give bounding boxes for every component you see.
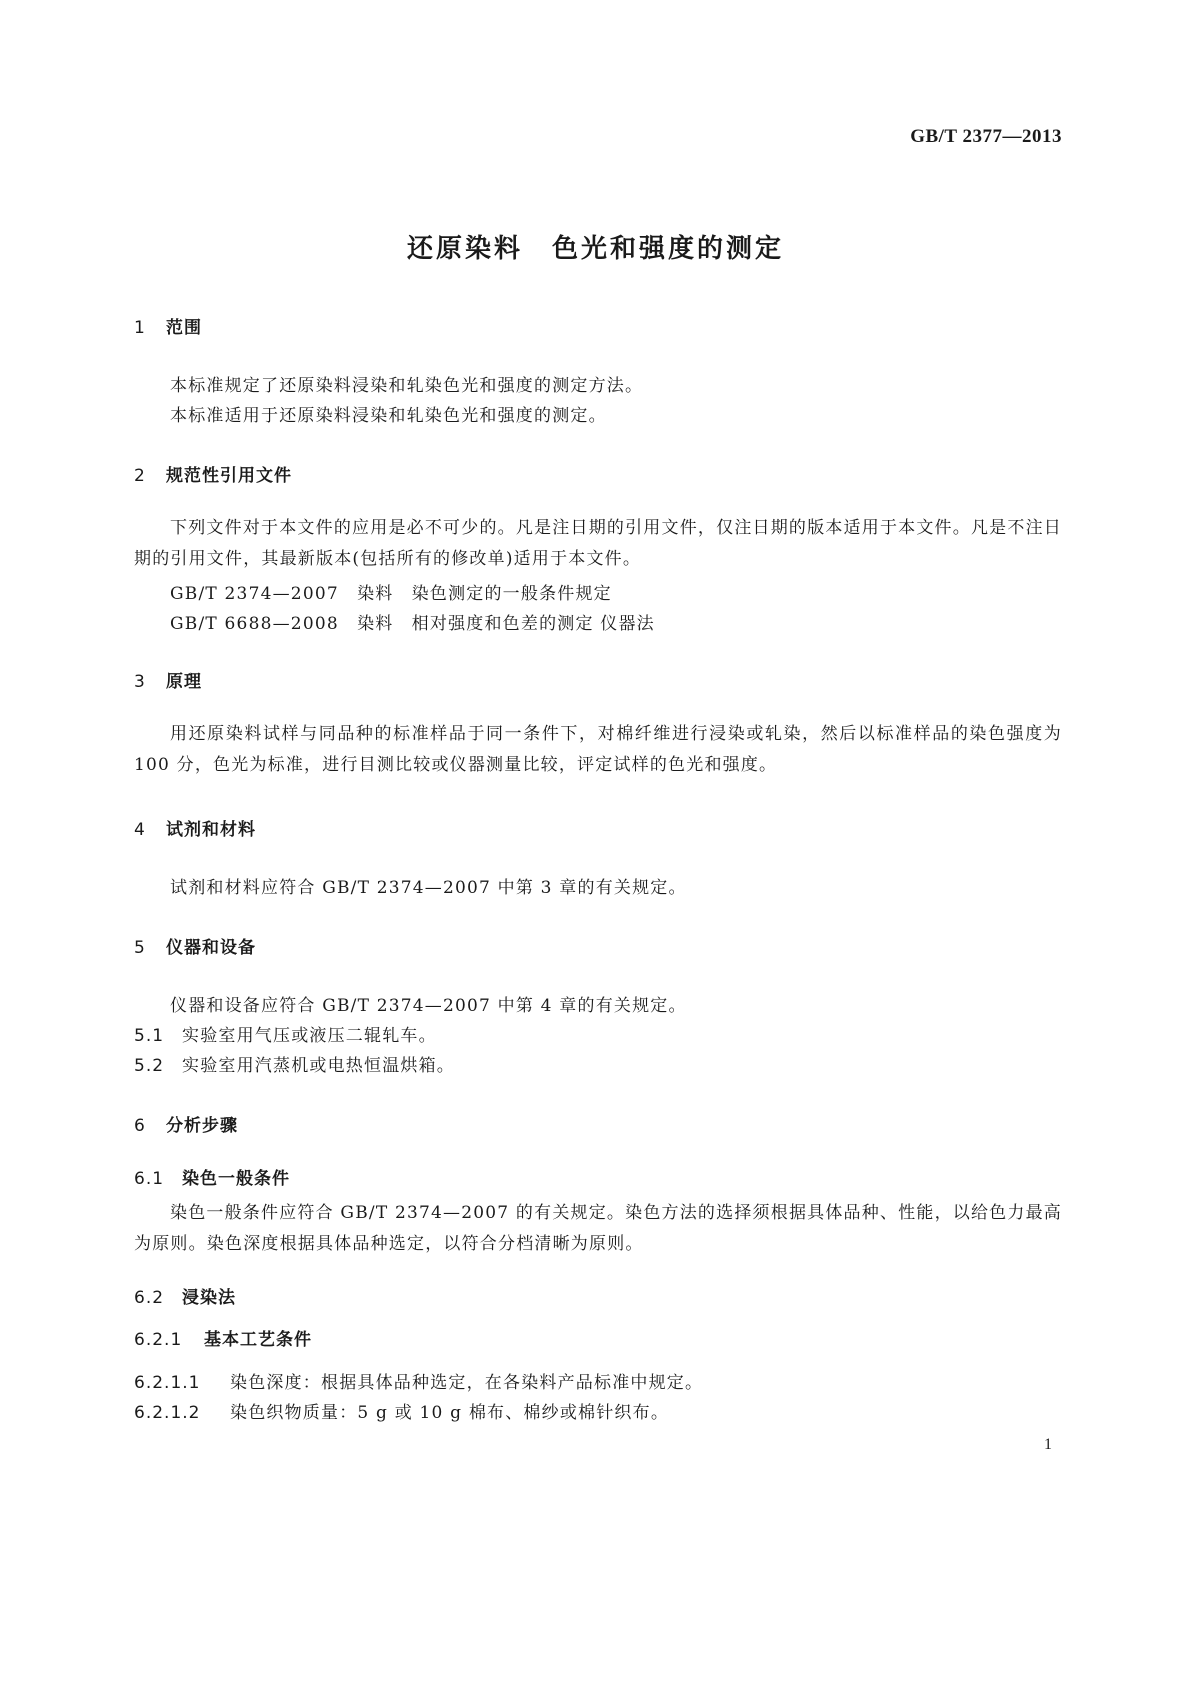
section-number: 3 — [134, 672, 146, 692]
section-title: 规范性引用文件 — [166, 466, 292, 486]
section-2-heading — [134, 461, 292, 486]
section-5-heading — [134, 933, 256, 958]
clause-text: 实验室用气压或液压二辊轧车。 — [182, 1026, 437, 1046]
section-title: 试剂和材料 — [166, 820, 256, 840]
clause-number: 6.2.1.1 — [134, 1373, 201, 1393]
section-title: 范围 — [166, 318, 202, 338]
section-4-heading — [134, 815, 256, 840]
section-3-heading — [134, 667, 202, 692]
section-number: 6.1 — [134, 1169, 165, 1189]
section-1-line-2: 本标准适用于还原染料浸染和轧染色光和强度的测定。 — [170, 406, 607, 426]
reference-2: GB/T 6688—2008 染料 相对强度和色差的测定 仪器法 — [170, 614, 655, 634]
section-title: 仪器和设备 — [166, 938, 256, 958]
section-1-heading — [134, 313, 202, 338]
clause-number: 6.2.1.2 — [134, 1403, 201, 1423]
clause-5-2 — [134, 1051, 455, 1076]
section-number: 6.2 — [134, 1288, 165, 1308]
section-2-paragraph: 下列文件对于本文件的应用是必不可少的。凡是注日期的引用文件，仅注日期的版本适用于本文件。凡是不注日期的引用文件，其最新版本(包括所有的修改单)适用于本文件。 — [134, 518, 1062, 569]
section-1-line-1: 本标准规定了还原染料浸染和轧染色光和强度的测定方法。 — [170, 376, 644, 396]
section-number: 1 — [134, 318, 146, 338]
section-number: 6.2.1 — [134, 1330, 183, 1350]
section-title: 基本工艺条件 — [204, 1330, 312, 1350]
section-number: 5 — [134, 938, 146, 958]
section-6-1-heading — [134, 1164, 290, 1189]
section-4-line: 试剂和材料应符合 GB/T 2374—2007 中第 3 章的有关规定。 — [170, 878, 687, 898]
clause-5-1 — [134, 1021, 437, 1046]
section-6-2-1-heading — [134, 1325, 312, 1350]
clause-number: 5.2 — [134, 1056, 165, 1076]
clause-text: 染色织物质量：5 g 或 10 g 棉布、棉纱或棉针织布。 — [230, 1403, 670, 1423]
section-number: 6 — [134, 1116, 146, 1136]
section-6-1-paragraph: 染色一般条件应符合 GB/T 2374—2007 的有关规定。染色方法的选择须根据具体品种、性能，以给色力最高为原则。染色深度根据具体品种选定，以符合分档清晰为原则。 — [134, 1203, 1062, 1254]
section-number: 4 — [134, 820, 146, 840]
section-3-paragraph: 用还原染料试样与同品种的标准样品于同一条件下，对棉纤维进行浸染或轧染，然后以标准样品的染色强度为 100 分，色光为标准，进行目测比较或仪器测量比较，评定试样的色光和强度。 — [134, 724, 1062, 775]
clause-number: 5.1 — [134, 1026, 165, 1046]
section-title: 染色一般条件 — [182, 1169, 290, 1189]
standard-number: GB/T 2377—2013 — [910, 126, 1062, 147]
document-title: 还原染料 色光和强度的测定 — [406, 234, 784, 264]
section-6-heading — [134, 1111, 238, 1136]
section-title: 原理 — [166, 672, 202, 692]
section-5-line: 仪器和设备应符合 GB/T 2374—2007 中第 4 章的有关规定。 — [170, 996, 687, 1016]
page-number: 1 — [1044, 1436, 1052, 1453]
section-6-2-heading — [134, 1283, 236, 1308]
section-title: 浸染法 — [182, 1288, 236, 1308]
clause-text: 染色深度：根据具体品种选定，在各染料产品标准中规定。 — [230, 1373, 704, 1393]
clause-text: 实验室用汽蒸机或电热恒温烘箱。 — [182, 1056, 455, 1076]
section-number: 2 — [134, 466, 146, 486]
section-title: 分析步骤 — [166, 1116, 238, 1136]
clause-6-2-1-2 — [134, 1398, 669, 1423]
clause-6-2-1-1 — [134, 1368, 703, 1393]
reference-1: GB/T 2374—2007 染料 染色测定的一般条件规定 — [170, 584, 612, 604]
